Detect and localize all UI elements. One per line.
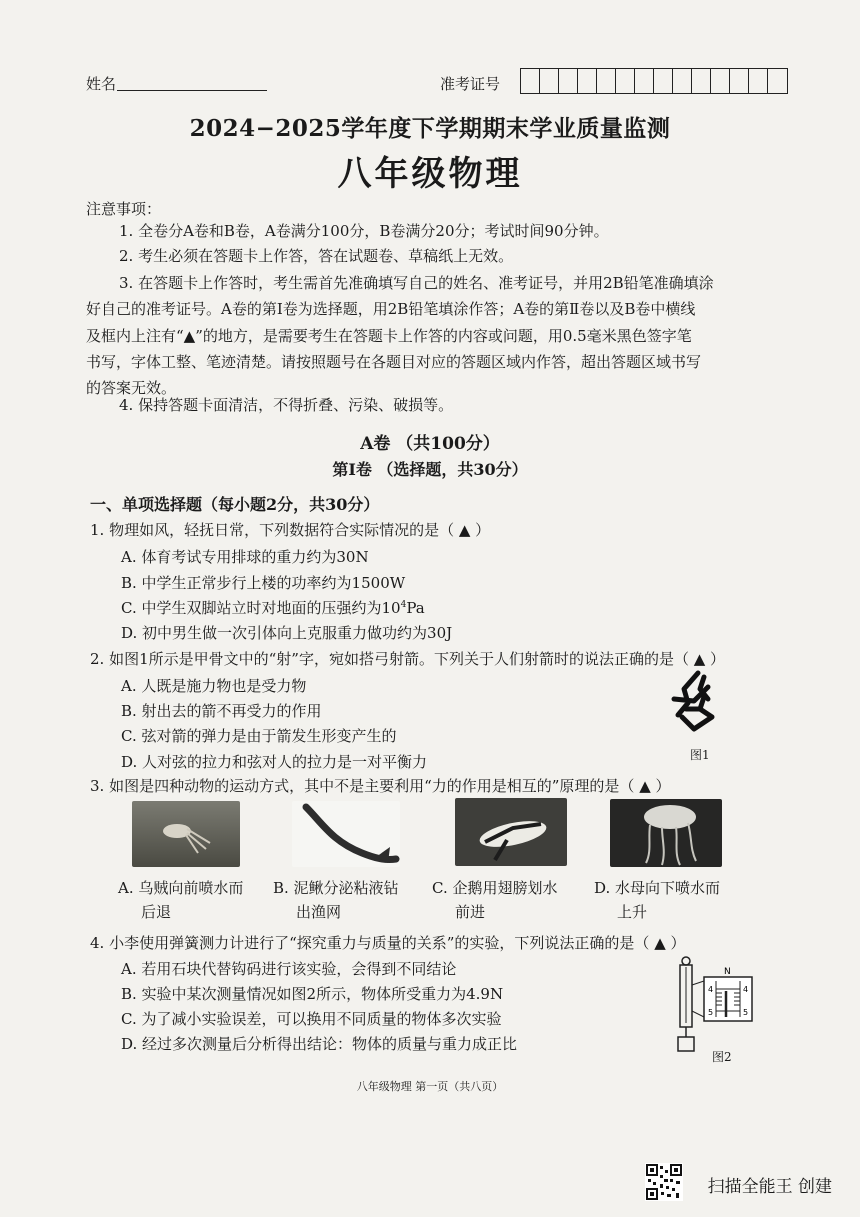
loach-photo	[292, 801, 400, 867]
q1-option-a: A. 体育考试专用排球的重力约为30N	[121, 548, 369, 566]
note-line: 1. 全卷分A卷和B卷，A卷满分100分，B卷满分20分；考试时间90分钟。	[119, 222, 609, 240]
note-line: 4. 保持答题卡面清洁，不得折叠、污染、破损等。	[119, 396, 454, 414]
part-1-heading: 第I卷 （选择题，共30分）	[332, 460, 528, 479]
exam-number-label: 准考证号	[440, 75, 501, 93]
subject-title: 八年级物理	[337, 154, 523, 194]
scanner-watermark: 扫描全能王 创建	[707, 1177, 832, 1197]
q3-stem: 3. 如图是四种动物的运动方式，其中不是主要利用“力的作用是相互的”原理的是（ ▲ ）	[90, 777, 671, 795]
page-footer: 八年级物理 第一页（共八页）	[356, 1080, 504, 1093]
group-1-heading: 一、单项选择题（每小题2分，共30分）	[90, 495, 380, 514]
note-line: 的答案无效。	[86, 379, 177, 397]
exam-number-boxes	[520, 68, 788, 94]
scale-unit: N	[724, 967, 731, 977]
q1-option-d: D. 初中男生做一次引体向上克服重力做功约为30J	[121, 624, 453, 642]
figure-2-caption: 图2	[712, 1050, 732, 1064]
q3-option-b: B. 泥鳅分泌粘液钻 出渔网	[273, 879, 399, 921]
q2-option-b: B. 射出去的箭不再受力的作用	[121, 702, 322, 720]
svg-text:5: 5	[708, 1008, 714, 1017]
q4-stem: 4. 小李使用弹簧测力计进行了“探究重力与质量的关系”的实验，下列说法正确的是（ ▲ ）	[90, 934, 686, 952]
figure-1-caption: 图1	[690, 748, 710, 762]
q1-option-b: B. 中学生正常步行上楼的功率约为1500W	[121, 574, 406, 592]
section-a-heading: A卷 （共100分）	[360, 434, 500, 454]
name-label: 姓名	[86, 75, 117, 93]
svg-text:5: 5	[743, 1008, 749, 1017]
penguin-photo	[455, 798, 567, 866]
q4-option-d: D. 经过多次测量后分析得出结论：物体的质量与重力成正比	[121, 1035, 518, 1053]
exam-title: 2024−2025学年度下学期期末学业质量监测	[189, 115, 671, 142]
note-line: 好自己的准考证号。A卷的第Ⅰ卷为选择题，用2B铅笔填涂作答；A卷的第Ⅱ卷以及B卷中横线	[86, 300, 696, 318]
q3-option-a: A. 乌贼向前喷水而 后退	[118, 879, 244, 921]
svg-text:4: 4	[743, 985, 749, 994]
note-line: 书写，字体工整、笔迹清楚。请按照题号在各题目对应的答题区域内作答，超出答题区域书写	[86, 353, 702, 371]
q3-option-d: D. 水母向下喷水而 上升	[594, 879, 721, 921]
qr-code-icon	[645, 1163, 683, 1201]
jellyfish-photo	[610, 799, 722, 867]
spring-scale-figure	[668, 955, 760, 1053]
q2-option-a: A. 人既是施力物也是受力物	[121, 677, 307, 695]
q1-option-c: C. 中学生双脚站立时对地面的压强约为$10^4Pa$	[121, 599, 425, 617]
note-line: 及框内上注有“▲”的地方，是需要考生在答题卡上作答的内容或问题，用0.5毫米黑色签字笔	[86, 327, 692, 345]
q3-option-c: C. 企鹅用翅膀划水 前进	[432, 879, 558, 921]
q1-stem: 1. 物理如风，轻抚日常，下列数据符合实际情况的是（ ▲ ）	[90, 521, 491, 539]
q2-stem: 2. 如图1所示是甲骨文中的“射”字，宛如搭弓射箭。下列关于人们射箭时的说法正确的是（ ▲ ）	[90, 650, 726, 668]
q2-option-c: C. 弦对箭的弹力是由于箭发生形变产生的	[121, 727, 397, 745]
q4-option-c: C. 为了减小实验误差，可以换用不同质量的物体多次实验	[121, 1010, 502, 1028]
squid-photo	[132, 801, 240, 867]
q2-option-d: D. 人对弦的拉力和弦对人的拉力是一对平衡力	[121, 753, 428, 771]
svg-text:4: 4	[708, 985, 714, 994]
notes-heading: 注意事项：	[86, 200, 162, 218]
note-line: 2. 考生必须在答题卡上作答，答在试题卷、草稿纸上无效。	[119, 247, 514, 265]
q4-option-b: B. 实验中某次测量情况如图2所示，物体所受重力为4.9N	[121, 985, 504, 1003]
name-blank-line	[117, 90, 267, 91]
oracle-bone-she-figure	[664, 669, 720, 745]
q4-option-a: A. 若用石块代替钩码进行该实验，会得到不同结论	[121, 960, 457, 978]
note-line: 3. 在答题卡上作答时，考生需首先准确填写自己的姓名、准考证号，并用2B铅笔准确填涂	[119, 274, 714, 292]
